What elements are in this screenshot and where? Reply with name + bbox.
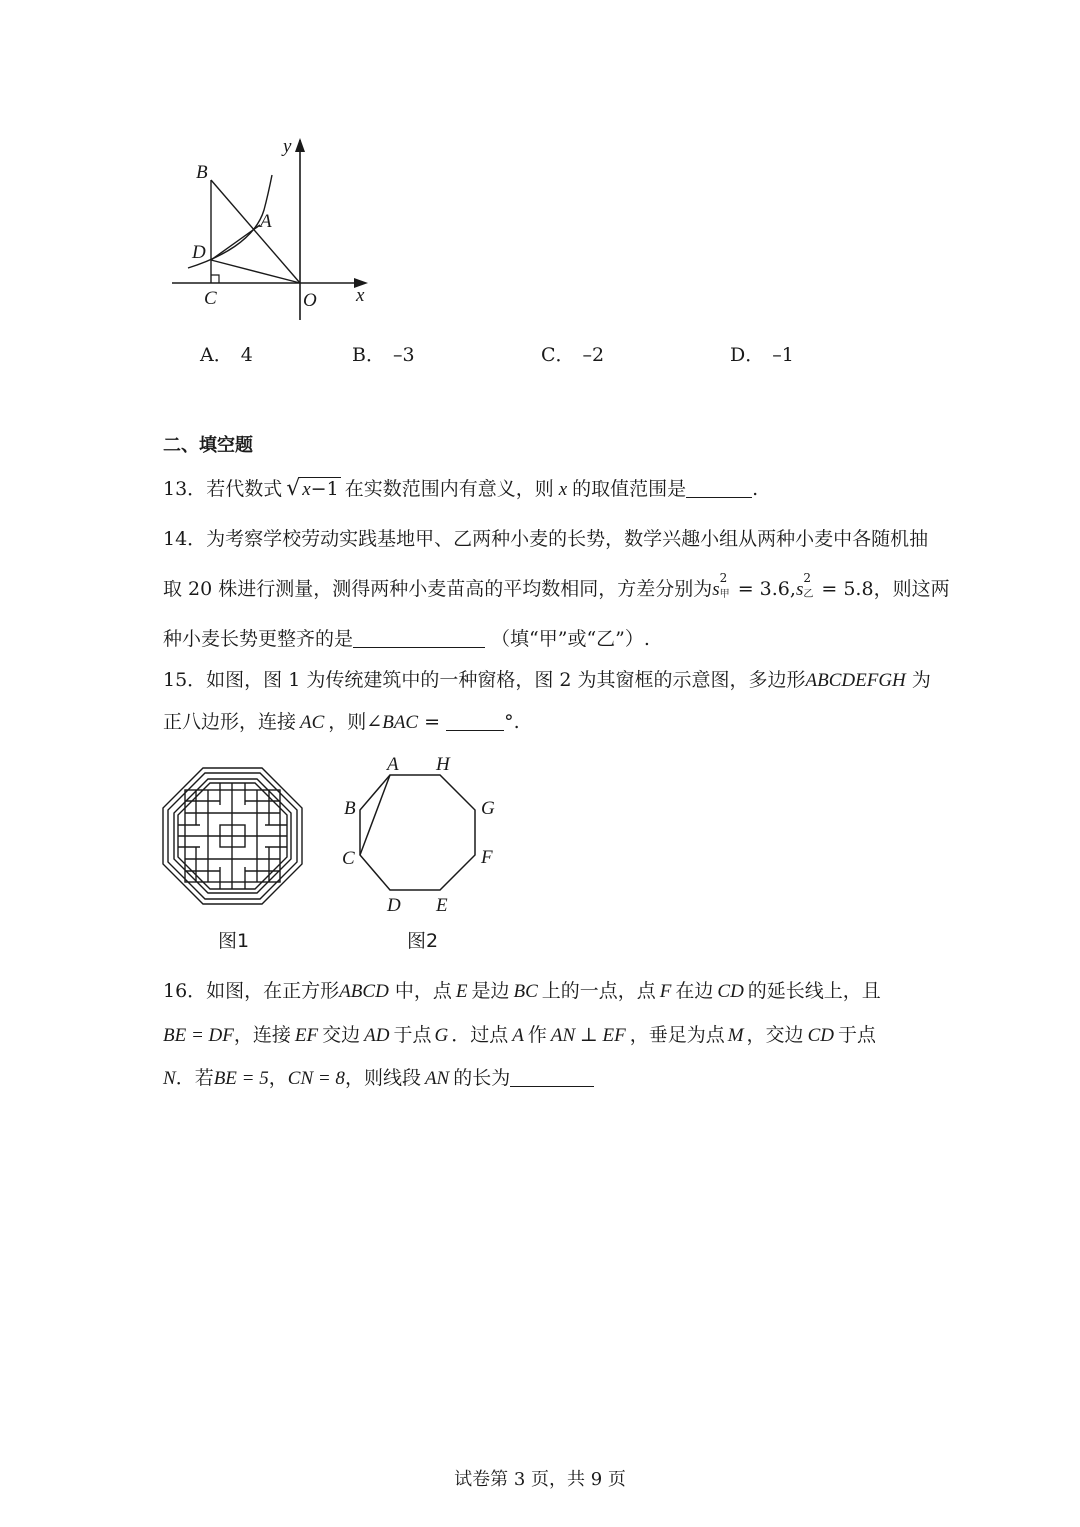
- regular-octagon: [360, 775, 475, 890]
- point-f: F: [659, 981, 672, 1002]
- q14-line-1: 14．为考察学校劳动实践基地甲、乙两种小麦的长势，数学兴趣小组从两种小麦中各随机抽: [163, 528, 929, 550]
- label-c: C: [204, 288, 217, 309]
- q15-text-3: 正八边形，连接: [163, 711, 297, 733]
- sqrt-expression: [286, 476, 340, 501]
- diagonal-ac: [360, 775, 390, 855]
- point-g: G: [434, 1025, 449, 1046]
- figure-2-caption: 图2: [407, 930, 439, 952]
- q16-text: ，交边: [746, 1024, 804, 1046]
- q13-end: .: [752, 478, 759, 500]
- polygon-name: ABCDEFGH: [805, 670, 906, 691]
- octagon-figure: [335, 750, 515, 920]
- side-cd: CD: [717, 981, 744, 1002]
- q16-text: 作: [527, 1024, 547, 1046]
- section-title: 二、填空题: [163, 435, 253, 456]
- label-y: y: [283, 136, 292, 157]
- radicand-var: x: [302, 479, 311, 500]
- q16-text: ．若: [175, 1067, 214, 1089]
- answer-blank[interactable]: [686, 479, 752, 498]
- right-angle-mark: [211, 275, 219, 283]
- question-number: 13．: [163, 478, 207, 500]
- side-ad: AD: [364, 1025, 390, 1046]
- q14-line-3: [163, 624, 650, 651]
- option-value: –3: [392, 344, 415, 366]
- q16-text: 于点: [837, 1024, 876, 1046]
- option-c: [541, 340, 604, 367]
- option-letter: A．: [200, 344, 233, 366]
- option-letter: B．: [352, 344, 385, 366]
- q16-text: 于点: [393, 1024, 432, 1046]
- label-b: B: [196, 162, 208, 183]
- q13-var: x: [558, 479, 568, 500]
- segment-an: AN: [424, 1068, 450, 1089]
- variance-sub-yi: 乙: [803, 589, 814, 600]
- segment-do: [211, 260, 300, 283]
- answer-blank[interactable]: [510, 1068, 594, 1087]
- side-bc: BC: [513, 981, 538, 1002]
- q15-eq: =: [418, 711, 447, 733]
- segment-bo: [211, 180, 300, 283]
- q16-text: 的延长线上，且: [747, 980, 881, 1002]
- variance-symbol: s: [712, 579, 720, 600]
- figure-1-caption: 图1: [218, 930, 250, 952]
- label-x: x: [356, 285, 365, 306]
- q13-text-3: 的取值范围是: [572, 478, 687, 500]
- option-d: [730, 340, 794, 367]
- q15-text-4: ，则∠: [328, 711, 383, 733]
- q16-text: 交边: [322, 1024, 361, 1046]
- radicand-rest: −1: [310, 478, 339, 500]
- q14-line-2: [163, 571, 950, 601]
- q16-line-3: [163, 1063, 594, 1090]
- angle-bac: BAC: [382, 712, 419, 733]
- side-cd: CD: [807, 1025, 834, 1046]
- label-o: O: [303, 290, 317, 311]
- q16-text: 中，点: [388, 980, 452, 1002]
- degree-sign: °.: [504, 711, 520, 733]
- vertex-c: C: [342, 848, 355, 869]
- q15-text-2: 为: [905, 669, 931, 691]
- variance-sup: 2: [719, 571, 728, 585]
- coordinate-graph: [160, 130, 390, 330]
- vertex-g: G: [481, 798, 495, 819]
- label-a: A: [260, 211, 272, 232]
- q16-text: 上的一点，点: [541, 980, 656, 1002]
- q14-text-4: （填“甲”或“乙”）.: [491, 628, 650, 650]
- point-a: A: [512, 1025, 524, 1046]
- option-letter: D．: [730, 344, 765, 366]
- perpendicular-an-ef: AN ⊥ EF: [550, 1025, 626, 1046]
- q15-line-1: [163, 665, 931, 692]
- page-footer: 试卷第 3 页，共 9 页: [454, 1469, 626, 1490]
- vertex-h: H: [436, 754, 450, 775]
- variance-symbol: s: [795, 579, 804, 600]
- label-d: D: [192, 242, 206, 263]
- q16-text: ，: [268, 1067, 288, 1089]
- vertex-f: F: [481, 847, 493, 868]
- vertex-b: B: [344, 798, 356, 819]
- variance-sub-jia: 甲: [719, 589, 730, 600]
- q16-text: 是边: [471, 980, 510, 1002]
- square-abcd: ABCD: [339, 981, 389, 1002]
- sqrt-sign: √: [286, 476, 301, 501]
- segment-ef: EF: [294, 1025, 319, 1046]
- question-13: [163, 474, 758, 501]
- answer-blank[interactable]: [353, 629, 485, 648]
- option-value: –1: [772, 344, 794, 366]
- q16-line-2: [163, 1020, 876, 1047]
- vertex-e: E: [436, 895, 448, 916]
- point-e: E: [455, 981, 468, 1002]
- q14-text-3: 种小麦长势更整齐的是: [163, 628, 354, 650]
- equation-be-5: BE = 5: [213, 1068, 269, 1089]
- q16-text: ，则线段: [344, 1067, 421, 1089]
- q14-text-2: ，则这两: [873, 578, 950, 600]
- q13-text-2: 在实数范围内有意义，则: [344, 478, 554, 500]
- window-lattice-figure: [160, 765, 305, 907]
- y-axis-arrow: [295, 138, 305, 152]
- option-letter: C．: [541, 344, 575, 366]
- q16-text: ．过点: [451, 1024, 509, 1046]
- q16-text: 16．如图，在正方形: [163, 980, 340, 1002]
- q14-text: 取 20 株进行测量，测得两种小麦苗高的平均数相同，方差分别为: [163, 578, 713, 600]
- point-m: M: [727, 1025, 744, 1046]
- vertex-a: A: [387, 754, 399, 775]
- q15-line-2: [163, 707, 520, 734]
- option-a: [200, 340, 253, 367]
- variance-value-1: = 3.6,: [731, 578, 796, 600]
- variance-value-2: = 5.8: [815, 578, 874, 600]
- option-b: [352, 340, 415, 367]
- option-value: –2: [582, 344, 605, 366]
- q15-text: 15．如图，图 1 为传统建筑中的一种窗格，图 2 为其窗框的示意图，多边形: [163, 669, 806, 691]
- variance-sup: 2: [803, 571, 811, 585]
- equation-be-df: BE = DF: [163, 1025, 234, 1046]
- q16-text: ，连接: [233, 1024, 291, 1046]
- q16-text: 在边: [675, 980, 714, 1002]
- vertex-d: D: [387, 895, 401, 916]
- q16-text: 的长为: [453, 1067, 511, 1089]
- segment-ac: AC: [300, 712, 325, 733]
- equation-cn-8: CN = 8: [287, 1068, 345, 1089]
- point-n: N: [163, 1068, 176, 1089]
- q13-text: 若代数式: [206, 478, 283, 500]
- q16-text: ，垂足为点: [629, 1024, 725, 1046]
- q16-line-1: [163, 976, 881, 1003]
- answer-blank[interactable]: [446, 712, 504, 731]
- option-value: 4: [240, 344, 253, 366]
